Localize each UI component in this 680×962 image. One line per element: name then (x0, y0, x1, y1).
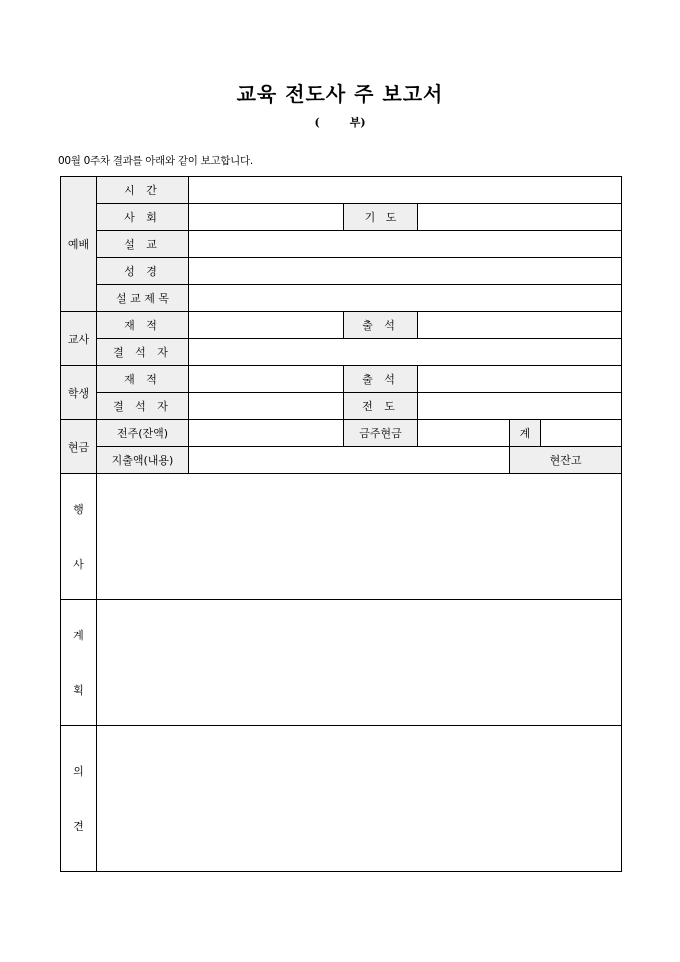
field-this-week[interactable] (418, 420, 510, 447)
subtitle-text: 부) (349, 116, 366, 129)
field-host[interactable] (189, 204, 344, 231)
page-title: 교육 전도사 주 보고서 (236, 82, 444, 106)
label-student-enrolled: 재 적 (97, 366, 189, 393)
label-host: 사 회 (97, 204, 189, 231)
subtitle-open: ( (314, 116, 320, 129)
field-events[interactable] (97, 474, 622, 600)
label-this-week: 금주현금 (344, 420, 418, 447)
field-teacher-absentees[interactable] (189, 339, 622, 366)
label-sermon-title: 설 교 제 목 (97, 285, 189, 312)
label-plans-1: 계 (73, 629, 84, 642)
field-expense[interactable] (189, 447, 510, 474)
label-plans (61, 600, 97, 726)
label-total: 계 (510, 420, 541, 447)
label-teacher-absentees: 결 석 자 (97, 339, 189, 366)
field-teacher-enrolled[interactable] (189, 312, 344, 339)
label-student-absentees: 결 석 자 (97, 393, 189, 420)
label-events (61, 474, 97, 600)
label-teacher-attendance: 출 석 (344, 312, 418, 339)
field-plans[interactable] (97, 600, 622, 726)
field-student-enrolled[interactable] (189, 366, 344, 393)
group-worship: 예배 (61, 177, 97, 312)
label-prev-week: 전주(잔액) (97, 420, 189, 447)
label-opinions (61, 726, 97, 872)
label-events-2: 사 (73, 558, 84, 571)
label-expense: 지출액(내용) (97, 447, 189, 474)
field-scripture[interactable] (189, 258, 622, 285)
field-total[interactable] (541, 420, 622, 447)
label-sermon: 설 교 (97, 231, 189, 258)
label-teacher-enrolled: 재 적 (97, 312, 189, 339)
label-evangelism: 전 도 (344, 393, 418, 420)
intro-text: 00월 0주차 결과를 아래와 같이 보고합니다. (58, 155, 253, 167)
field-evangelism[interactable] (418, 393, 622, 420)
label-balance: 현잔고 (510, 447, 622, 474)
field-sermon-title[interactable] (189, 285, 622, 312)
label-scripture: 성 경 (97, 258, 189, 285)
field-prev-week[interactable] (189, 420, 344, 447)
group-students: 학생 (61, 366, 97, 420)
label-time: 시 간 (97, 177, 189, 204)
page-subtitle (0, 114, 680, 130)
report-table (60, 176, 622, 872)
label-prayer: 기 도 (344, 204, 418, 231)
label-opinions-2: 견 (73, 820, 84, 833)
label-opinions-1: 의 (73, 765, 84, 778)
field-student-absentees[interactable] (189, 393, 344, 420)
group-teachers: 교사 (61, 312, 97, 366)
field-student-attendance[interactable] (418, 366, 622, 393)
label-plans-2: 획 (73, 684, 84, 697)
field-time[interactable] (189, 177, 622, 204)
label-events-1: 행 (73, 503, 84, 516)
field-sermon[interactable] (189, 231, 622, 258)
label-student-attendance: 출 석 (344, 366, 418, 393)
field-opinions[interactable] (97, 726, 622, 872)
field-teacher-attendance[interactable] (418, 312, 622, 339)
group-cash: 현금 (61, 420, 97, 474)
field-prayer[interactable] (418, 204, 622, 231)
